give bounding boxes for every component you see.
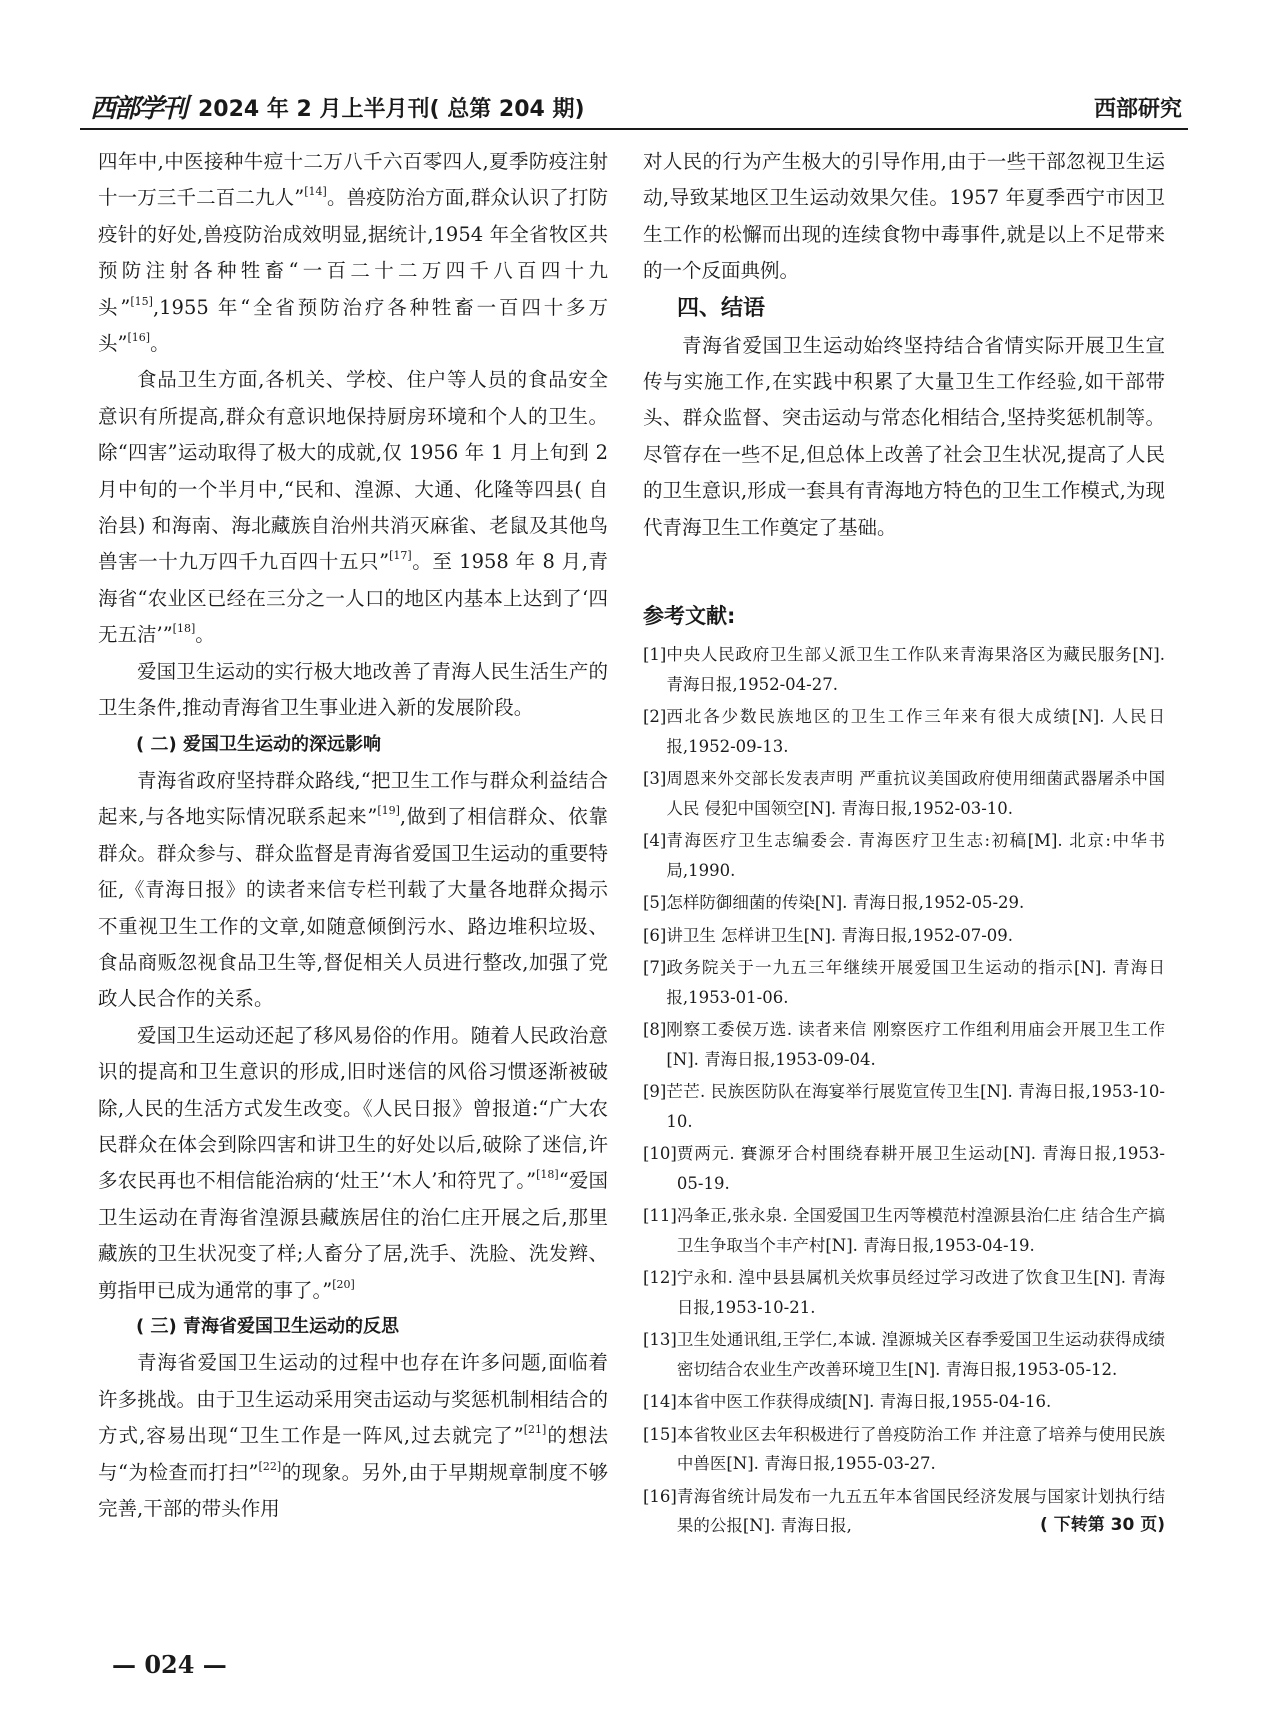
- citation[interactable]: [18]: [536, 1168, 559, 1182]
- paragraph: 青海省爱国卫生运动的过程中也存在许多问题,面临着许多挑战。由于卫生运动采用突击运动与奖惩机制相结合的方式,容易出现“卫生工作是一阵风,过去就完了”[21]的想法与“为检查而打扫”[22]的现象。另外,由于早期规章制度不够完善,干部的带头作用: [98, 1351, 608, 1521]
- section-title: 西部研究: [1093, 97, 1182, 122]
- continued-note: ( 下转第 30 页): [1040, 1515, 1165, 1535]
- reference-item: [643, 1139, 1165, 1198]
- reference-text: 周恩来外交部长发表声明 严重抗议美国政府使用细菌武器屠杀中国人民 侵犯中国领空[N]. 青海日报,1952-03-10.: [666, 769, 1165, 818]
- reference-text: 卫生处通讯组,王学仁,本诚. 湟源城关区春季爱国卫生运动获得成绩 密切结合农业生产改善环境卫生[N]. 青海日报,1953-05-12.: [676, 1330, 1165, 1379]
- reference-item: [643, 1387, 1165, 1417]
- reference-item: [643, 921, 1165, 951]
- reference-item: [643, 640, 1165, 699]
- reference-item: [643, 888, 1165, 918]
- reference-number: [5]: [643, 893, 667, 912]
- paragraph: 爱国卫生运动还起了移风易俗的作用。随着人民政治意识的提高和卫生意识的形成,旧时迷信的风俗习惯逐渐被破除,人民的生活方式发生改变。《人民日报》曾报道:“广大农民群众在体会到除四害和讲卫生的好处以后,破除了迷信,许多农民再也不相信能治病的‘灶王’‘木人’和符咒了。”[18]“爱国卫生运动在青海省湟源县藏族居住的治仁庄开展之后,那里藏族的卫生状况变了样;人畜分了居,洗手、洗脸、洗发辫、剪指甲已成为通常的事了。”[20]: [98, 1023, 608, 1302]
- citation[interactable]: [16]: [127, 331, 151, 345]
- paragraph: 爱国卫生运动的实行极大地改善了青海人民生活生产的卫生条件,推动青海省卫生事业进入新的发展阶段。: [98, 659, 608, 720]
- reference-text: 青海省统计局发布一九五五年本省国民经济发展与国家计划执行结果的公报[N]. 青海日报, ( 下转第 30 页): [677, 1482, 1165, 1541]
- reference-text: 宁永和. 湟中县县属机关炊事员经过学习改进了饮食卫生[N]. 青海日报,1953-10-21.: [676, 1268, 1165, 1317]
- reference-number: [14]: [643, 1392, 677, 1411]
- paragraph: 青海省爱国卫生运动始终坚持结合省情实际开展卫生宣传与实施工作,在实践中积累了大量卫生工作经验,如干部带头、群众监督、突击运动与常态化相结合,坚持奖惩机制等。尽管存在一些不足,但总体上改善了社会卫生状况,提高了人民的卫生意识,形成一套具有青海地方特色的卫生工作模式,为现代青海卫生工作奠定了基础。: [643, 333, 1165, 539]
- reference-text: 青海医疗卫生志编委会. 青海医疗卫生志:初稿[M]. 北京:中华书局,1990.: [666, 831, 1165, 880]
- reference-number: [1]: [643, 645, 667, 664]
- reference-number: [10]: [643, 1144, 677, 1163]
- reference-item: [643, 764, 1165, 823]
- left-column: [98, 144, 608, 1527]
- reference-item: [643, 953, 1165, 1012]
- reference-text: 本省中医工作获得成绩[N]. 青海日报,1955-04-16.: [676, 1392, 1052, 1411]
- reference-item: [643, 826, 1165, 885]
- page-header: [80, 82, 1188, 130]
- references-list: [643, 640, 1165, 1544]
- reference-item: [643, 1263, 1165, 1322]
- journal-logo: 西部学刊: [90, 94, 187, 124]
- reference-number: [13]: [643, 1330, 677, 1349]
- reference-number: [3]: [643, 769, 667, 788]
- reference-text: 政务院关于一九五三年继续开展爱国卫生运动的指示[N]. 青海日报,1953-01-06.: [666, 958, 1165, 1007]
- citation[interactable]: [22]: [258, 1459, 282, 1473]
- subsection-heading: ( 二) 爱国卫生运动的深远影响: [136, 733, 381, 755]
- reference-number: [12]: [643, 1268, 677, 1287]
- reference-text: 贾两元. 賽源牙合村围绕春耕开展卫生运动[N]. 青海日报,1953-05-19.: [676, 1144, 1165, 1193]
- reference-number: [2]: [643, 707, 667, 726]
- citation[interactable]: [18]: [172, 622, 196, 636]
- citation[interactable]: [14]: [304, 185, 327, 199]
- reference-text: 刚察工委侯万选. 读者来信 刚察医疗工作组利用庙会开展卫生工作[N]. 青海日报,1953-09-04.: [666, 1020, 1165, 1069]
- section-heading: 四、结语: [677, 295, 766, 321]
- citation[interactable]: [21]: [523, 1423, 547, 1437]
- reference-number: [6]: [643, 925, 667, 945]
- reference-item: [643, 1015, 1165, 1074]
- reference-number: [9]: [643, 1082, 667, 1101]
- subsection-heading: ( 三) 青海省爱国卫生运动的反思: [136, 1316, 399, 1337]
- reference-text: 西北各少数民族地区的卫生工作三年来有很大成绩[N]. 人民日报,1952-09-13.: [666, 707, 1165, 756]
- reference-item: [643, 1077, 1165, 1136]
- reference-text: 芒芒. 民族医防队在海宴举行展览宣传卫生[N]. 青海日报,1953-10-10.: [666, 1082, 1165, 1131]
- reference-item: [643, 1482, 1165, 1541]
- paragraph: 食品卫生方面,各机关、学校、住户等人员的食品安全意识有所提高,群众有意识地保持厨房环境和个人的卫生。除“四害”运动取得了极大的成就,仅 1956 年 1 月上旬到 2 月中旬的一个半月中,“民和、湟源、大通、化隆等四县( 自治县) 和海南、海北藏族自治州共消灭麻雀、老鼠及其他鸟兽害一十九万四千九百四十五只”[17]。至 1958 年 8 月,青海省“农业区已经在三分之一人口的地区内基本上达到了‘四无五洁’”[18]。: [98, 368, 608, 647]
- citation[interactable]: [15]: [130, 294, 153, 308]
- paragraph: 青海省政府坚持群众路线,“把卫生工作与群众利益结合起来,与各地实际情况联系起来”[19],做到了相信群众、依靠群众。群众参与、群众监督是青海省爱国卫生运动的重要特征,《青海日报》的读者来信专栏刊载了大量各地群众揭示不重视卫生工作的文章,如随意倾倒污水、路边堆积垃圾、食品商贩忽视食品卫生等,督促相关人员进行整改,加强了党政人民合作的关系。: [98, 768, 608, 1011]
- right-column: [643, 144, 1165, 546]
- reference-item: [643, 1325, 1165, 1384]
- reference-text: 本省牧业区去年积极进行了兽疫防治工作 并注意了培养与使用民族中兽医[N]. 青海日报,1955-03-27.: [676, 1424, 1165, 1473]
- reference-number: [16]: [643, 1486, 677, 1506]
- reference-number: [4]: [643, 831, 667, 850]
- reference-text: 冯夆正,张永泉. 全国爱国卫生丙等模范村湟源县治仁庄 结合生产搞卫生争取当个丰产村[N]. 青海日报,1953-04-19.: [676, 1206, 1165, 1255]
- reference-number: [7]: [643, 958, 667, 977]
- reference-text: 怎样防御细菌的传染[N]. 青海日报,1952-05-29.: [666, 893, 1025, 912]
- reference-text: 讲卫生 怎样讲卫生[N]. 青海日报,1952-07-09.: [666, 925, 1014, 945]
- issue-info: 2024 年 2 月上半月刊( 总第 204 期): [198, 97, 585, 122]
- reference-text: 中央人民政府卫生部乂派卫生工作队来青海果洛区为藏民服务[N]. 青海日报,1952-04-27.: [666, 645, 1165, 694]
- paragraph: 四年中,中医接种牛痘十二万八千六百零四人,夏季防疫注射十一万三千二百二九人”[14]。兽疫防治方面,群众认识了打防疫针的好处,兽疫防治成效明显,据统计,1954 年全省牧区共预防注射各种牲畜“一百二十二万四千八百四十九头”[15],1955 年“全省预防治疗各种牲畜一百四十多万头”[16]。: [98, 150, 608, 356]
- references-title: 参考文献:: [643, 604, 736, 628]
- reference-number: [15]: [643, 1424, 677, 1444]
- reference-item: [643, 702, 1165, 761]
- paragraph: 对人民的行为产生极大的引导作用,由于一些干部忽视卫生运动,导致某地区卫生运动效果欠佳。1957 年夏季西宁市因卫生工作的松懈而出现的连续食物中毒事件,就是以上不足带来的一个反面典例。: [643, 150, 1165, 283]
- reference-item: [643, 1201, 1165, 1260]
- citation[interactable]: [17]: [389, 549, 412, 563]
- reference-item: [643, 1420, 1165, 1479]
- reference-number: [11]: [643, 1206, 677, 1225]
- reference-number: [8]: [643, 1020, 667, 1039]
- page-number: — 024 —: [112, 1650, 227, 1679]
- citation[interactable]: [19]: [377, 804, 400, 818]
- citation[interactable]: [20]: [332, 1277, 355, 1291]
